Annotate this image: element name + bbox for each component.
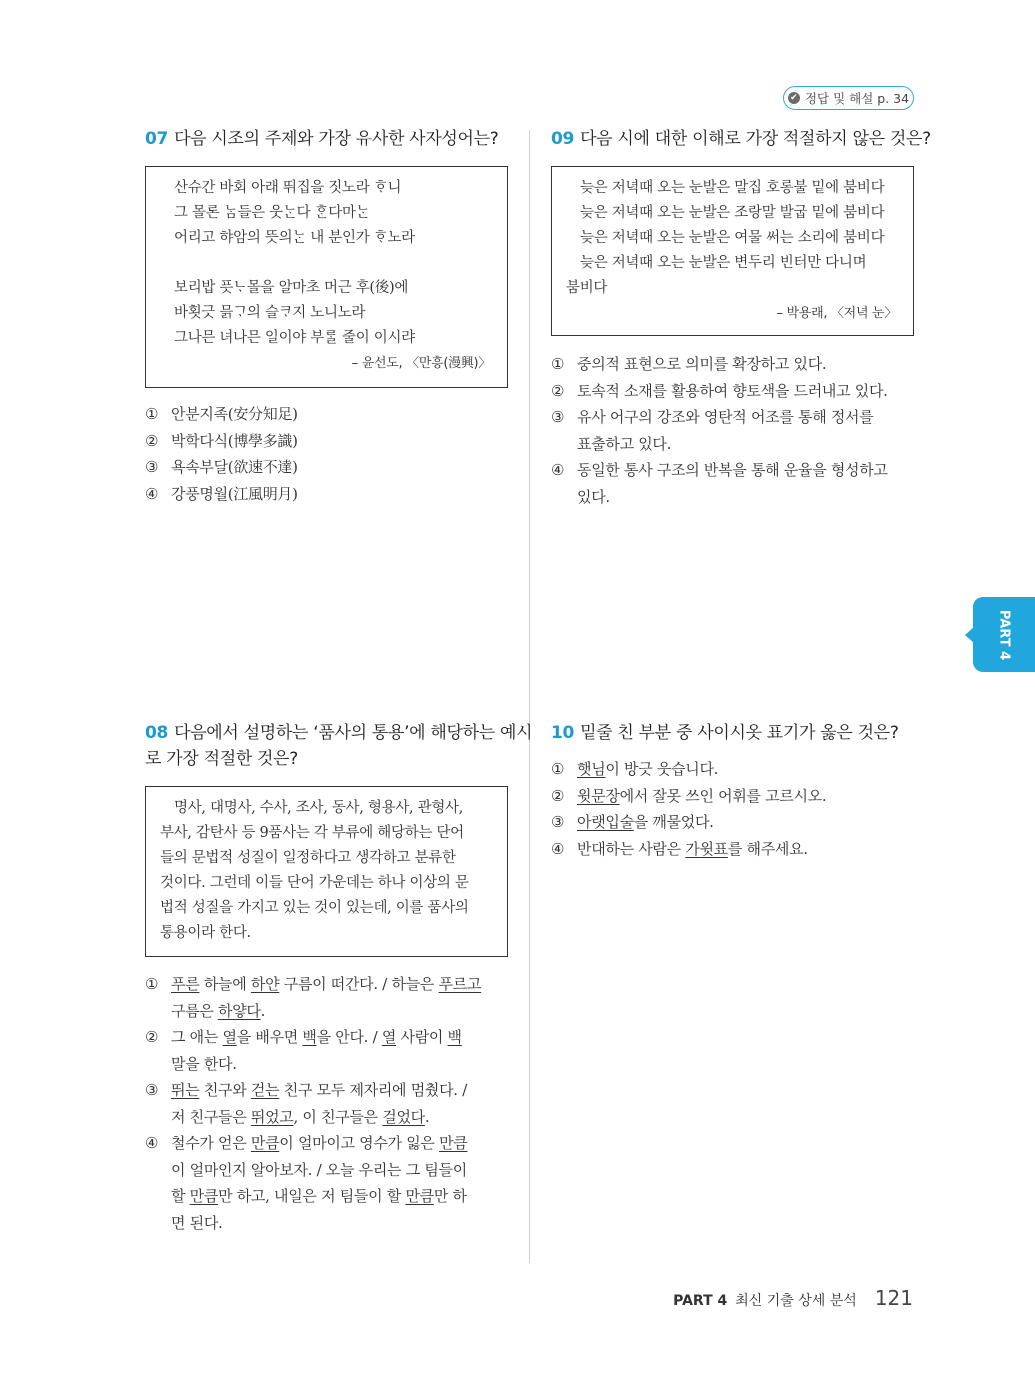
choice-number: ④ xyxy=(551,839,565,858)
answer-reference-text: 정답 및 해설 p. 34 xyxy=(804,91,910,106)
choice-item[interactable] xyxy=(145,971,513,1024)
choice-number: ③ xyxy=(145,458,159,476)
passage-line: 부사, 감탄사 등 9품사는 각 부류에 해당하는 단어 xyxy=(160,825,464,841)
choice-number: ① xyxy=(145,405,159,423)
choice-item[interactable] xyxy=(551,783,921,810)
q09-choices xyxy=(551,351,921,510)
choice-text: 안분지족(安分知足) xyxy=(171,405,298,423)
part-side-tab-label: PART 4 xyxy=(996,609,1012,660)
passage-line: 붐비다 xyxy=(566,280,608,296)
choice-text: 햇님이 방긋 웃습니다. xyxy=(577,760,719,778)
choice-text: 뛰는 친구와 걷는 친구 모두 제자리에 멈췄다. / 저 친구들은 뛰었고, 이 친구들은 걸었다. xyxy=(171,1081,467,1126)
choice-item[interactable] xyxy=(145,401,508,428)
choice-text: 욕속부달(欲速不達) xyxy=(171,458,298,476)
choice-item[interactable] xyxy=(551,836,921,863)
choice-number: ① xyxy=(145,975,159,993)
passage-line: 늦은 저녁때 오는 눈발은 말집 호롱불 밑에 붐비다 xyxy=(580,180,885,196)
choice-text: 강풍명월(江風明月) xyxy=(171,484,298,503)
passage-line: 늦은 저녁때 오는 눈발은 여물 써는 소리에 붐비다 xyxy=(580,230,885,246)
choice-number: ② xyxy=(145,1028,159,1046)
q08-title-line2: 로 가장 적절한 것은? xyxy=(145,749,299,769)
q07-title-text: 다음 시조의 주제와 가장 유사한 사자성어는? xyxy=(174,129,499,149)
footer-section: 최신 기출 상세 분석 xyxy=(735,1293,857,1309)
q09-title-text: 다음 시에 대한 이해로 가장 적절하지 않은 것은? xyxy=(580,129,931,149)
choice-item[interactable] xyxy=(145,1077,513,1130)
choice-text: 토속적 소재를 활용하여 향토색을 드러내고 있다. xyxy=(577,381,888,400)
choice-text: 박학다식(博學多識) xyxy=(171,431,298,450)
choice-item[interactable] xyxy=(551,457,921,510)
choice-number: ③ xyxy=(551,813,565,831)
choice-item[interactable] xyxy=(551,351,921,378)
q08-choices xyxy=(145,971,513,1236)
q08-title xyxy=(145,720,533,772)
choice-number: ④ xyxy=(551,461,565,479)
q08-passage-box xyxy=(145,786,508,957)
passage-line: 통용이라 한다. xyxy=(160,925,251,941)
q10-title xyxy=(551,720,899,746)
q07-title xyxy=(145,126,499,152)
choice-number: ③ xyxy=(145,1081,159,1099)
passage-line: 보리밥 픗ᄂᆞ몰을 알마초 머근 후(後)에 xyxy=(174,280,409,296)
choice-number: ① xyxy=(551,760,565,778)
passage-line: 그 몰론 ᄂᆞᆷ들은 웃ᄂᆞᆫ다 ᄒᆞᆫ다마ᄂᆞᆫ xyxy=(174,205,370,221)
choice-item[interactable] xyxy=(145,481,508,508)
choice-text: 푸른 하늘에 하얀 구름이 떠간다. / 하늘은 푸르고 구름은 하얗다. xyxy=(171,975,482,1020)
choice-item[interactable] xyxy=(551,378,921,405)
q07-choices xyxy=(145,401,508,507)
choice-number: ① xyxy=(551,355,565,373)
choice-item[interactable] xyxy=(145,1130,513,1236)
choice-number: ④ xyxy=(145,1134,159,1152)
column-divider xyxy=(529,130,530,1263)
q08-number: 08 xyxy=(145,723,169,743)
passage-line: 산슈간 바회 아래 뛰집을 짓노라 ᄒᆞ니 xyxy=(174,180,402,196)
choice-item[interactable] xyxy=(551,809,921,836)
answer-reference-badge xyxy=(783,86,914,110)
choice-text: 반대하는 사람은 가윗표를 해주세요. xyxy=(577,839,808,858)
choice-number: ② xyxy=(145,431,159,450)
q09-number: 09 xyxy=(551,129,575,149)
part-side-tab xyxy=(973,597,1035,672)
choice-text: 동일한 통사 구조의 반복을 통해 운율을 형성하고 있다. xyxy=(577,461,888,506)
passage-line: 명사, 대명사, 수사, 조사, 동사, 형용사, 관형사, xyxy=(174,800,464,816)
choice-number: ④ xyxy=(145,484,159,503)
q09-passage-box xyxy=(551,166,914,336)
q10-number: 10 xyxy=(551,723,575,743)
choice-text: 유사 어구의 강조와 영탄적 어조를 통해 정서를 표출하고 있다. xyxy=(577,408,874,453)
q07-number: 07 xyxy=(145,129,169,149)
q09-source: – 박용래, 〈저녁 눈〉 xyxy=(776,306,897,321)
choice-number: ② xyxy=(551,381,565,400)
choice-text: 아랫입술을 깨물었다. xyxy=(577,813,714,831)
passage-line: 늦은 저녁때 오는 눈발은 변두리 빈터만 다니며 xyxy=(580,255,867,271)
choice-item[interactable] xyxy=(145,1024,513,1077)
passage-line: 바횟긋 믉ᄀᆞ의 슬ᄏᆞ지 노니노라 xyxy=(174,305,366,321)
q07-passage-box xyxy=(145,166,508,388)
passage-line: 늦은 저녁때 오는 눈발은 조랑말 발굽 밑에 붐비다 xyxy=(580,205,885,221)
choice-item[interactable] xyxy=(551,756,921,783)
passage-blank-line xyxy=(174,251,497,276)
q10-title-text: 밑줄 친 부분 중 사이시옷 표기가 옳은 것은? xyxy=(580,723,899,743)
q09-title xyxy=(551,126,931,152)
page-number: 121 xyxy=(874,1286,913,1310)
footer-part: PART 4 xyxy=(673,1293,728,1309)
choice-text: 중의적 표현으로 의미를 확장하고 있다. xyxy=(577,355,827,373)
page-footer xyxy=(673,1286,913,1310)
q08-title-line1: 다음에서 설명하는 ‘품사의 통용’에 해당하는 예시 xyxy=(174,723,533,743)
q10-choices xyxy=(551,756,921,862)
choice-text: 윗문장에서 잘못 쓰인 어휘를 고르시오. xyxy=(577,786,827,805)
passage-line: 것이다. 그런데 이들 단어 가운데는 하나 이상의 문 xyxy=(160,875,469,891)
check-circle-icon: ✔ xyxy=(788,92,800,104)
choice-item[interactable] xyxy=(145,454,508,481)
choice-number: ③ xyxy=(551,408,565,426)
choice-item[interactable] xyxy=(145,428,508,455)
q07-source: – 윤선도, 〈만흥(漫興)〉 xyxy=(351,356,491,371)
passage-line: 그나믄 녀나믄 일이야 부ᄅᆞᆯ 줄이 이시랴 xyxy=(174,330,415,346)
choice-text: 그 애는 열을 배우면 백을 안다. / 열 사람이 백 말을 한다. xyxy=(171,1028,462,1073)
passage-line: 들의 문법적 성질이 일정하다고 생각하고 분류한 xyxy=(160,850,456,866)
choice-text: 철수가 얻은 만큼이 얼마이고 영수가 잃은 만큼 이 얼마인지 알아보자. / 오늘 우리는 그 팀들이 할 만큼만 하고, 내일은 저 팀들이 할 만큼만 하 면 된다. xyxy=(171,1134,468,1232)
choice-item[interactable] xyxy=(551,404,921,457)
passage-line: 어리고 햐암의 뜻의ᄂᆞᆫ 내 분인가 ᄒᆞ노라 xyxy=(174,230,415,246)
choice-number: ② xyxy=(551,786,565,805)
passage-line: 법적 성질을 가지고 있는 것이 있는데, 이를 품사의 xyxy=(160,900,469,916)
